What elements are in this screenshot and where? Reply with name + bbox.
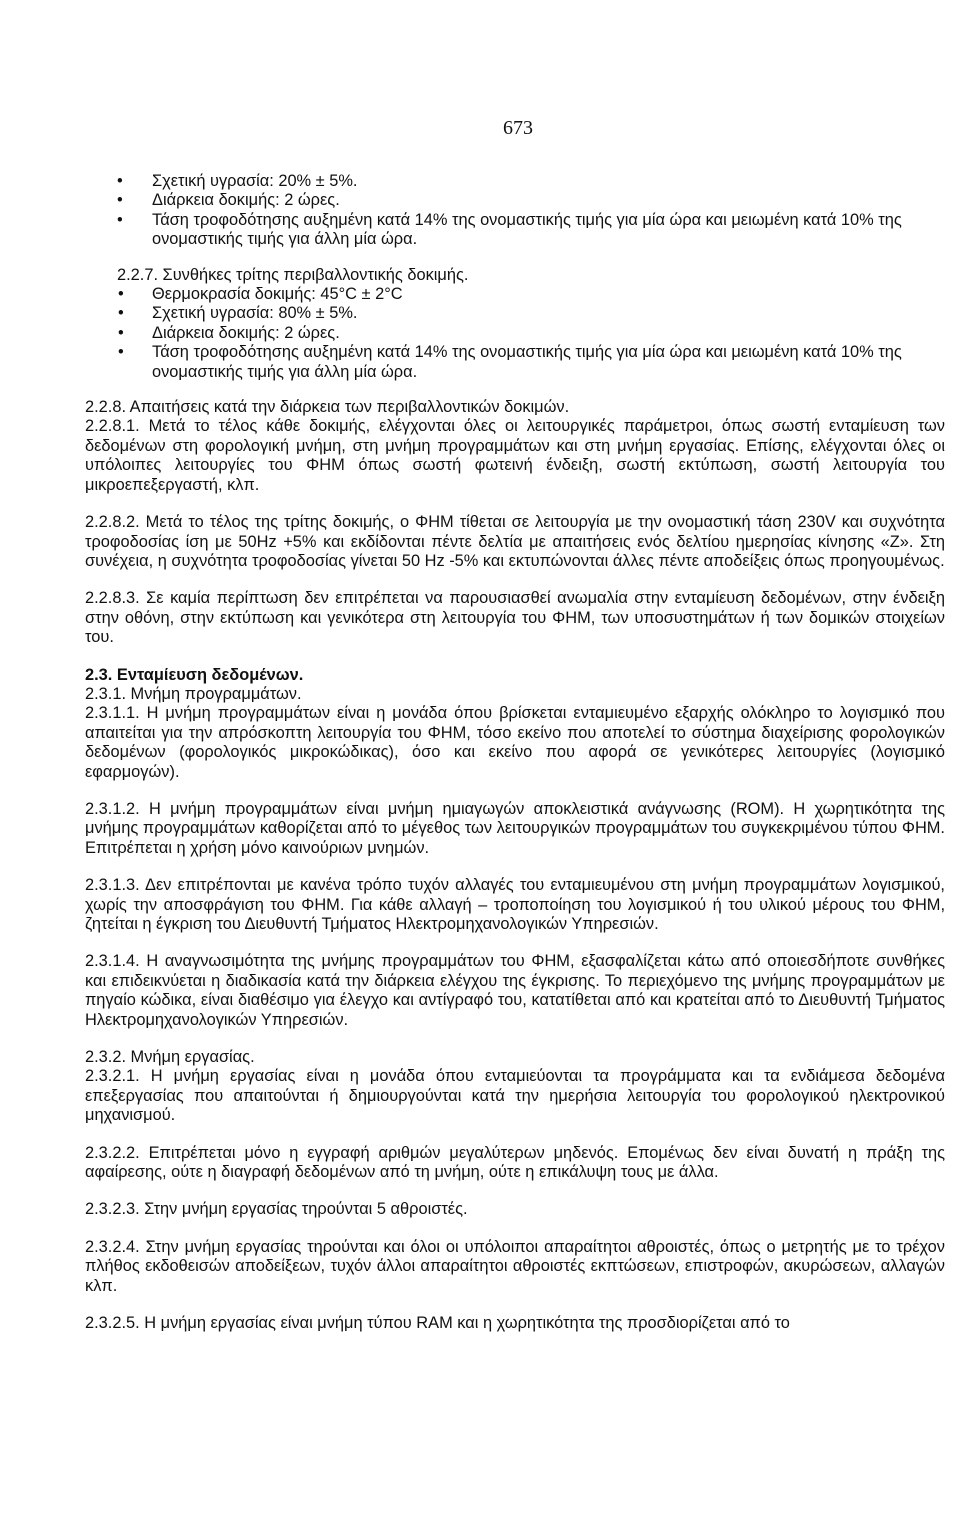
list-item: • Σχετική υγρασία: 20% ± 5%. (85, 172, 945, 191)
list-item: • Σχετική υγρασία: 80% ± 5%. (117, 304, 945, 323)
paragraph: 2.3.1.4. Η αναγνωσιμότητα της μνήμης προγραμμάτων του ΦΗΜ, εξασφαλίζεται κάτω από οποιεσδήποτε συνθήκες και επιδεικνύεται η διαδικασία κατά την διάρκεια ελέγχου της έγκρισης. Το περιεχόμενο της μνήμης προγραμμάτων με πηγαίο κώδικα, είναι διαθέσιμο για έλεγχο και αντίγραφό του, κατατίθεται από και κρατείται από το Διευθυντή Τμήματος Ηλεκτρομηχανολογικών Υπηρεσιών. (85, 952, 945, 1029)
bullet-list-conditions-3 (117, 285, 945, 382)
section-heading: 2.2.7. Συνθήκες τρίτης περιβαλλοντικής δοκιμής. (117, 265, 469, 284)
page-number: 673 (503, 117, 533, 139)
list-item: • Τάση τροφοδότησης αυξημένη κατά 14% της ονομαστικής τιμής για μία ώρα και μειωμένη κατά 10% της ονομαστικής τιμής για άλλη μία ώρα. (85, 211, 945, 250)
list-item: • Διάρκεια δοκιμής: 2 ώρες. (85, 191, 945, 210)
document-body (85, 172, 945, 1334)
section-heading: 2.2.8. Απαιτήσεις κατά την διάρκεια των περιβαλλοντικών δοκιμών. (85, 398, 570, 417)
paragraph: 2.3.2.4. Στην μνήμη εργασίας τηρούνται και όλοι οι υπόλοιποι απαραίτητοι αθροιστές, όπως ο μετρητής με το τρέχον πλήθος εκδοθεισών αποδείξεων, τυχόν άλλοι απαραίτητοι αθροιστές εκπτώσεων, επιστροφών, ακυρώσεων, αλλαγών κλπ. (85, 1237, 945, 1295)
section-2-2-7 (85, 266, 945, 382)
list-item: • Θερμοκρασία δοκιμής: 45°C ± 2°C (117, 285, 945, 304)
paragraph: 2.3.1.2. Η μνήμη προγραμμάτων είναι μνήμη ημιαγωγών αποκλειστικά ανάγνωσης (ROM). Η χωρητικότητα της μνήμης προγραμμάτων καθορίζεται από το μέγεθος των λειτουργικών προγραμμάτων του συγκεκριμένου τύπου ΦΗΜ. Επιτρέπεται η χρήση μόνο καινούριων μνημών. (85, 799, 945, 857)
section-heading: 2.3. Ενταμίευση δεδομένων. (85, 665, 304, 684)
paragraph: 2.3.1.1. Η μνήμη προγραμμάτων είναι η μονάδα όπου βρίσκεται ενταμιευμένο εξαρχής ολόκληρο το λογισμικό που απαιτείται για την απρόσκοπτη λειτουργία του ΦΗΜ, τόσο εκείνο που αποτελεί το σύστημα διαχείρισης φορολογικών δεδομένων (φορολογικός μικροκώδικας), όσο και εκείνο που αφορά σε γενικότερες λειτουργίες (λογισμικό εφαρμογών). (85, 704, 945, 781)
paragraph: 2.3.2.2. Επιτρέπεται μόνο η εγγραφή αριθμών μεγαλύτερων μηδενός. Επομένως δεν είναι δυνατή η πράξη της αφαίρεσης, ούτε η διαγραφή δεδομένων από τη μνήμη, ούτε η επικάλυψη τους με άλλα. (85, 1143, 945, 1182)
paragraph: 2.3.2.3. Στην μνήμη εργασίας τηρούνται 5 αθροιστές. (85, 1200, 468, 1219)
paragraph: 2.3.2.1. Η μνήμη εργασίας είναι η μονάδα όπου ενταμιεύονται τα προγράμματα και τα ενδιάμεσα δεδομένα επεξεργασίας που απαιτούνται ή δημιουργούνται κατά την ημερήσια λειτουργία του φορολογικού ηλεκτρονικού μηχανισμού. (85, 1067, 945, 1125)
paragraph: 2.2.8.3. Σε καμία περίπτωση δεν επιτρέπεται να παρουσιασθεί ανωμαλία στην ενταμίευση δεδομένων, στην ένδειξη στην οθόνη, στην εκτύπωση και γενικότερα στη λειτουργία του ΦΗΜ, των υποσυστημάτων ή των δομικών στοιχείων του. (85, 589, 945, 647)
paragraph: 2.2.8.1. Μετά το τέλος κάθε δοκιμής, ελέγχονται όλες οι λειτουργικές παράμετροι, όπως σωστή ενταμίευση των δεδομένων στη φορολογική μνήμη, στη μνήμη προγραμμάτων και στη μνήμη εργασίας. Επίσης, ελέγχονται όλες οι υπόλοιπες λειτουργίες του ΦΗΜ όπως σωστή φωτεινή ένδειξη, σωστή εκτύπωση, σωστή λειτουργία του μικροεπεξεργαστή, κλπ. (85, 417, 945, 494)
subsection-heading: 2.3.1. Μνήμη προγραμμάτων. (85, 684, 302, 703)
paragraph: 2.2.8.2. Μετά το τέλος της τρίτης δοκιμής, ο ΦΗΜ τίθεται σε λειτουργία με την ονομαστική τάση 230V και συχνότητα τροφοδοσίας ίση με 50Hz +5% και εκδίδονται πέντε δελτία με απαιτήσεις ενός δελτίου ημερησίας κίνησης «Ζ». Στη συνέχεια, η συχνότητα τροφοδοσίας γίνεται 50 Hz -5% και εκτυπώνονται άλλες πέντε αποδείξεις όπως προηγουμένως. (85, 513, 945, 570)
bullet-list-conditions-2 (85, 172, 945, 250)
subsection-heading: 2.3.2. Μνήμη εργασίας. (85, 1048, 255, 1067)
paragraph: 2.3.2.5. Η μνήμη εργασίας είναι μνήμη τύπου RAM και η χωρητικότητα της προσδιορίζεται από το (85, 1314, 790, 1333)
list-item: • Διάρκεια δοκιμής: 2 ώρες. (117, 324, 945, 343)
paragraph: 2.3.1.3. Δεν επιτρέπονται με κανένα τρόπο τυχόν αλλαγές του ενταμιευμένου στη μνήμη προγραμμάτων λογισμικού, χωρίς την αποσφράγιση του ΦΗΜ. Για κάθε αλλαγή – τροποποίηση του λογισμικού ή του υλικού μέρους του ΦΗΜ, ζητείται η έγκριση του Διευθυντή Τμήματος Ηλεκτρομηχανολογικών Υπηρεσιών. (85, 876, 945, 933)
list-item: • Τάση τροφοδότησης αυξημένη κατά 14% της ονομαστικής τιμής για μία ώρα και μειωμένη κατά 10% της ονομαστικής τιμής για άλλη μία ώρα. (117, 343, 945, 382)
